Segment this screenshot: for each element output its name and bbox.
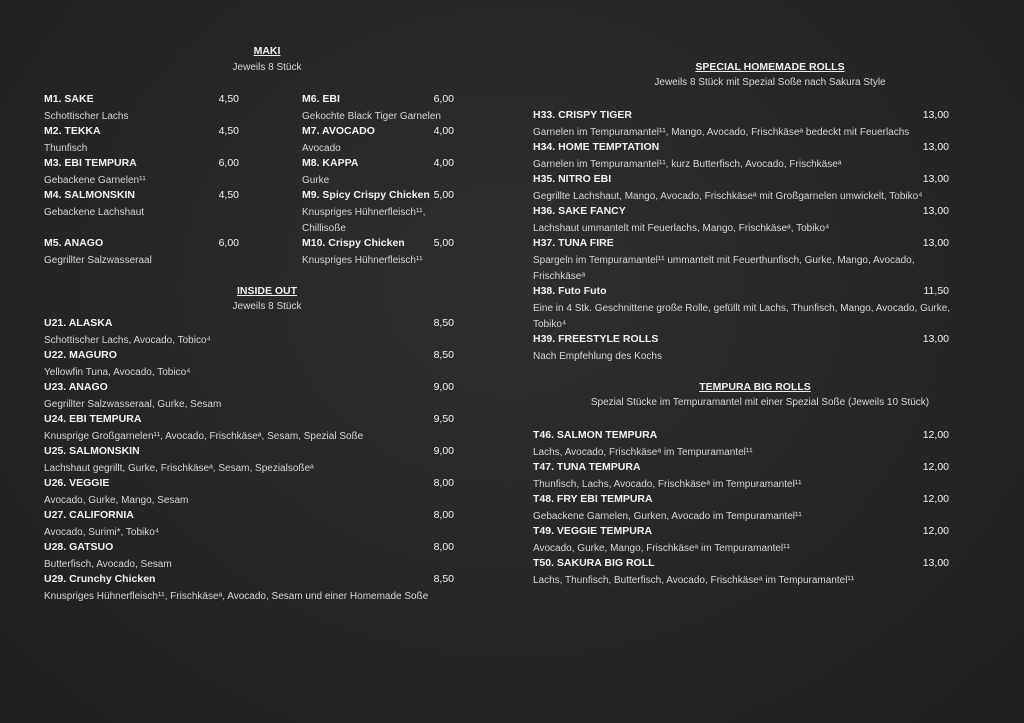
item-desc: Lachs, Avocado, Frischkäseᵃ im Tempuramantel¹¹ <box>533 447 753 458</box>
item-desc: Lachshaut ummantelt mit Feuerlachs, Mango, Frischkäseᵃ, Tobiko⁴ <box>533 223 830 234</box>
item-name: M8. KAPPA <box>302 157 359 169</box>
item-price: 5,00 <box>433 237 454 249</box>
item-price: 8,00 <box>433 477 454 489</box>
item-price: 8,50 <box>433 349 454 361</box>
item-desc: Garnelen im Tempuramantel¹¹, Mango, Avocado, Frischkäseᵃ bedeckt mit Feuerlachs <box>533 127 910 138</box>
item-name: U26. VEGGIE <box>44 477 110 489</box>
item-price: 13,00 <box>922 237 949 249</box>
special-rolls-subtitle: Jeweils 8 Stück mit Spezial Soße nach Sakura Style <box>654 77 886 88</box>
item-name: M6. EBI <box>302 93 340 105</box>
item-desc: Nach Empfehlung des Kochs <box>533 351 662 362</box>
item-price: 4,00 <box>433 125 454 137</box>
item-price: 6,00 <box>218 237 239 249</box>
item-price: 12,00 <box>922 429 949 441</box>
item-name: U27. CALIFORNIA <box>44 509 134 521</box>
item-name: M3. EBI TEMPURA <box>44 157 137 169</box>
item-price: 4,50 <box>218 125 239 137</box>
item-price: 13,00 <box>922 333 949 345</box>
item-price: 12,00 <box>922 461 949 473</box>
tempura-rolls-title: TEMPURA BIG ROLLS <box>699 381 811 393</box>
item-desc: Knuspriges Hühnerfleisch¹¹ <box>302 255 423 266</box>
item-name: M5. ANAGO <box>44 237 104 249</box>
item-desc: Avocado, Gurke, Mango, Frischkäseᵃ im Tempuramantel¹¹ <box>533 543 790 554</box>
item-name: H35. NITRO EBI <box>533 173 612 185</box>
item-name: M2. TEKKA <box>44 125 101 137</box>
item-desc: Knuspriges Hühnerfleisch¹¹, Chillisoße <box>302 207 426 234</box>
item-desc: Spargeln im Tempuramantel¹¹ ummantelt mit Feuerthunfisch, Gurke, Mango, Avocado, Frischkäseᵃ <box>533 255 915 282</box>
item-price: 8,00 <box>433 541 454 553</box>
item-name: T47. TUNA TEMPURA <box>533 461 641 473</box>
item-desc: Gebackene Garnelen, Gurken, Avocado im Tempuramantel¹¹ <box>533 511 802 522</box>
item-price: 13,00 <box>922 173 949 185</box>
item-desc: Thunfisch <box>44 143 88 154</box>
special-rolls-title: SPECIAL HOMEMADE ROLLS <box>695 61 845 73</box>
item-price: 6,00 <box>218 157 239 169</box>
item-price: 6,00 <box>433 93 454 105</box>
item-name: H36. SAKE FANCY <box>533 205 626 217</box>
item-desc: Gegrillte Lachshaut, Mango, Avocado, Frischkäseᵃ mit Großgarnelen umwickelt, Tobiko⁴ <box>533 191 923 202</box>
item-name: U23. ANAGO <box>44 381 108 393</box>
item-name: T49. VEGGIE TEMPURA <box>533 525 653 537</box>
item-desc: Knuspriges Hühnerfleisch¹¹, Frischkäseᵃ, Avocado, Sesam und einer Homemade Soße <box>44 591 429 602</box>
item-name: U24. EBI TEMPURA <box>44 413 142 425</box>
item-price: 9,50 <box>433 413 454 425</box>
item-price: 13,00 <box>922 557 949 569</box>
tempura-rolls-subtitle: Spezial Stücke im Tempuramantel mit einer Spezial Soße (Jeweils 10 Stück) <box>590 397 930 408</box>
item-price: 13,00 <box>922 141 949 153</box>
item-price: 4,00 <box>433 157 454 169</box>
item-desc: Avocado <box>302 143 341 154</box>
item-name: U21. ALASKA <box>44 317 113 329</box>
item-desc: Garnelen im Tempuramantel¹¹, kurz Butterfisch, Avocado, Frischkäseᵃ <box>533 159 842 170</box>
item-desc: Thunfisch, Lachs, Avocado, Frischkäseᵃ im Tempuramantel¹¹ <box>533 479 802 490</box>
item-desc: Avocado, Gurke, Mango, Sesam <box>44 495 189 506</box>
item-name: U25. SALMONSKIN <box>44 445 140 457</box>
item-name: M7. AVOCADO <box>302 125 375 137</box>
item-name: T48. FRY EBI TEMPURA <box>533 493 653 505</box>
item-desc: Knusprige Großgarnelen¹¹, Avocado, Frischkäseᵃ, Sesam, Spezial Soße <box>44 431 364 442</box>
item-desc: Lachs, Thunfisch, Butterfisch, Avocado, Frischkäseᵃ im Tempuramantel¹¹ <box>533 575 855 586</box>
item-desc: Gebackene Lachshaut <box>44 207 145 218</box>
item-name: U29. Crunchy Chicken <box>44 573 156 585</box>
item-price: 9,00 <box>433 381 454 393</box>
item-desc: Lachshaut gegrillt, Gurke, Frischkäseᵃ, Sesam, Spezialsoßeᵃ <box>44 463 314 474</box>
item-name: U22. MAGURO <box>44 349 117 361</box>
item-desc: Gegrillter Salzwasseraal, Gurke, Sesam <box>44 399 222 410</box>
item-price: 9,00 <box>433 445 454 457</box>
maki-title: MAKI <box>253 45 281 57</box>
item-price: 13,00 <box>922 109 949 121</box>
item-name: M9. Spicy Crispy Chicken <box>302 189 430 201</box>
item-name: M4. SALMONSKIN <box>44 189 136 201</box>
item-price: 8,00 <box>433 509 454 521</box>
item-name: H38. Futo Futo <box>533 285 607 297</box>
item-name: M10. Crispy Chicken <box>302 237 405 249</box>
item-name: T46. SALMON TEMPURA <box>533 429 658 441</box>
item-name: H33. CRISPY TIGER <box>533 109 633 121</box>
item-desc: Eine in 4 Stk. Geschnittene große Rolle, gefüllt mit Lachs, Thunfisch, Mango, Avocado, Gurke, Tobiko⁴ <box>533 303 951 330</box>
item-name: U28. GATSUO <box>44 541 114 553</box>
item-name: T50. SAKURA BIG ROLL <box>533 557 655 569</box>
item-price: 8,50 <box>433 573 454 585</box>
item-desc: Gurke <box>302 175 330 186</box>
item-price: 11,50 <box>923 285 949 297</box>
item-price: 5,00 <box>433 189 454 201</box>
maki-subtitle: Jeweils 8 Stück <box>232 62 302 73</box>
item-desc: Butterfisch, Avocado, Sesam <box>44 559 172 570</box>
item-price: 12,00 <box>922 493 949 505</box>
item-name: H37. TUNA FIRE <box>533 237 614 249</box>
item-price: 4,50 <box>218 189 239 201</box>
item-price: 12,00 <box>922 525 949 537</box>
item-name: H39. FREESTYLE ROLLS <box>533 333 659 345</box>
item-desc: Schottischer Lachs, Avocado, Tobico⁴ <box>44 335 211 346</box>
item-price: 4,50 <box>218 93 239 105</box>
item-desc: Schottischer Lachs <box>44 111 129 122</box>
item-price: 8,50 <box>433 317 454 329</box>
item-desc: Gekochte Black Tiger Garnelen <box>302 111 441 122</box>
item-name: M1. SAKE <box>44 93 94 105</box>
inside-out-title: INSIDE OUT <box>236 285 298 297</box>
inside-out-subtitle: Jeweils 8 Stück <box>232 301 302 312</box>
item-desc: Yellowfin Tuna, Avocado, Tobico⁴ <box>44 367 191 378</box>
item-price: 13,00 <box>922 205 949 217</box>
item-name: H34. HOME TEMPTATION <box>533 141 660 153</box>
item-desc: Gegrillter Salzwasseraal <box>44 255 152 266</box>
item-desc: Avocado, Surimi*, Tobiko⁴ <box>44 527 160 538</box>
item-desc: Gebackene Garnelen¹¹ <box>44 175 146 186</box>
